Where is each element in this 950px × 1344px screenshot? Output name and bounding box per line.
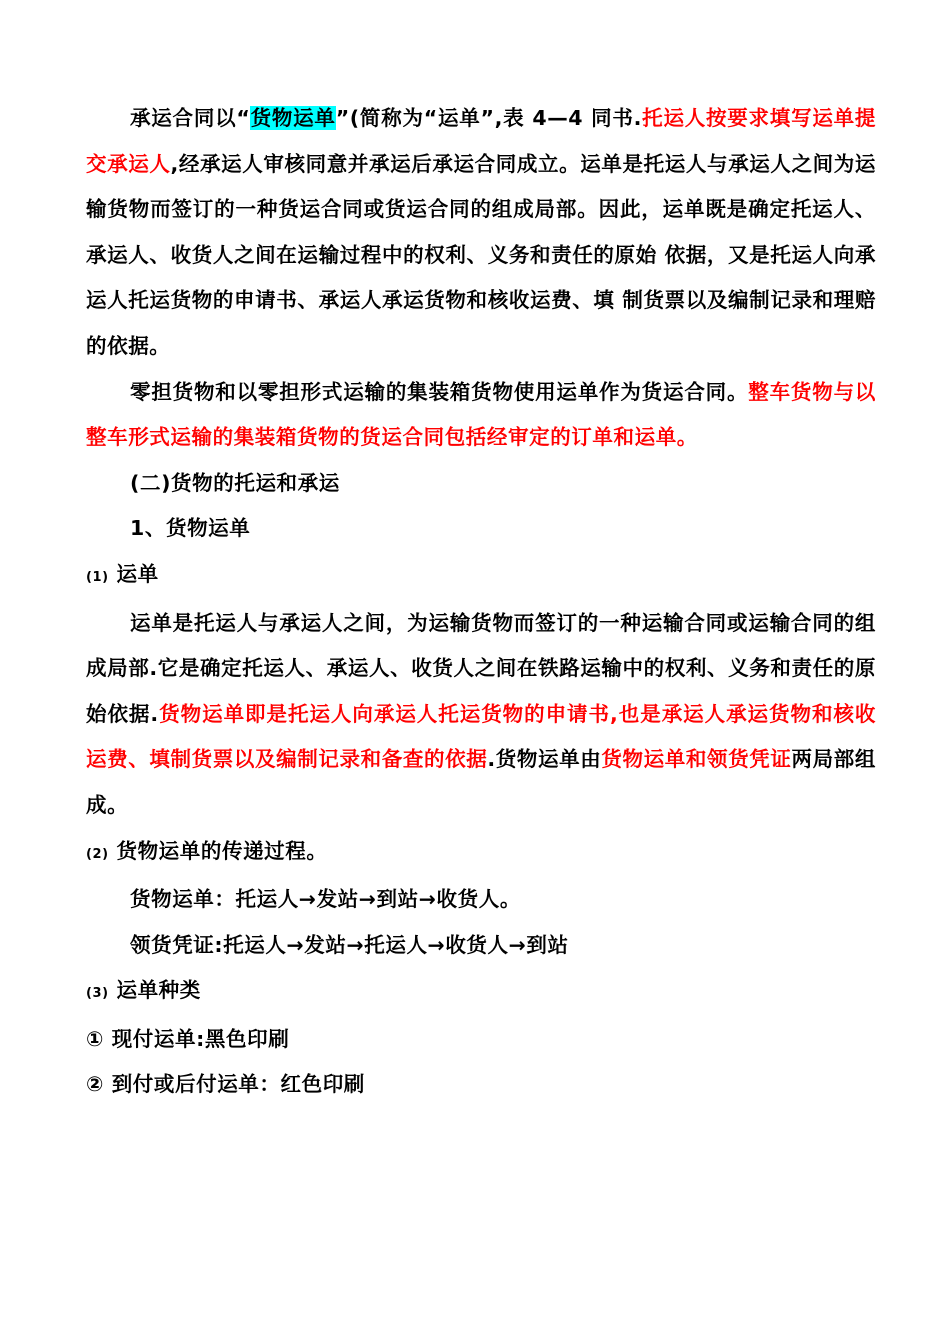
emphasis-red: 整车货物与以整车形式运输的集装箱货物的货运合同包括经审定的订单和运单。 [86,379,876,450]
subheading-text: 运单 [108,561,159,586]
text-run: 承运合同以“ [130,106,251,130]
text-run: .货物运单由 [487,747,602,772]
text-run: 零担货物和以零担形式运输的集装箱货物使用运单作为货运合同。 [130,379,749,404]
emphasis-red: 货物运单即是托运人向承运人托运货物的申请书,也是承运人承运货物和核收运费、填制货票以及编制记录和备查的依据 [86,701,877,772]
text-run: 运单是托运人与承运人之间，为运输货物而签订的一种运输合同或运输合同的组成局部.它是确定托运人、承运人、收货人之间在铁路运输中的权利、义务和责任的原始依据. [86,610,876,726]
text-run: 两局部组成。 [86,747,877,817]
highlighted-term: 货物运单 [250,106,336,130]
paragraph-waybill-definition [86,601,876,829]
flow-receipt: 领货凭证:托运人→发站→托运人→收货人→到站 [130,932,569,957]
text-run: ”(简称为“运单”,表 4—4 同书. [335,106,642,130]
item-number: (3) [86,986,109,1002]
emphasis-red: 货物运单和领货凭证 [601,747,792,772]
subheading-text: 货物运单的传递过程。 [108,838,328,863]
item-number: (2) [86,846,109,862]
list-item-prepaid: ① 现付运单:黑色印刷 [86,1026,290,1051]
item-number: (1) [86,569,109,585]
paragraph-less-than-carload [86,370,876,461]
subheading-text: 运单种类 [108,978,201,1003]
emphasis-red: 托运人按要求填写运单提交承运人 [86,106,876,176]
subheading-transfer-process [86,829,876,878]
heading-consignment: (二)货物的托运和承运 [130,470,340,495]
flow-waybill: 货物运单：托运人→发站→到站→收货人。 [130,887,521,912]
paragraph-contract-intro [86,96,876,370]
document-page [86,96,876,1108]
list-item-collect: ② 到付或后付运单：红色印刷 [86,1072,365,1097]
subheading-waybill-types [86,968,876,1017]
text-run: ,经承运人审核同意并承运后承运合同成立。运单是托运人与承运人之间为运输货物而签订的一种货运合同或货运合同的组成局部。因此，运单既是确定托运人、承运人、收货人之间在运输过程中的权利、义务和责任的原始 依据，又是托运人向承运人托运货物的申请书、承运人承运货物和核收运费、填 制货票以及编制记录和理赔的依据。 [86,151,876,358]
subheading-waybill [86,552,876,601]
heading-waybill: 1、货物运单 [130,516,251,541]
